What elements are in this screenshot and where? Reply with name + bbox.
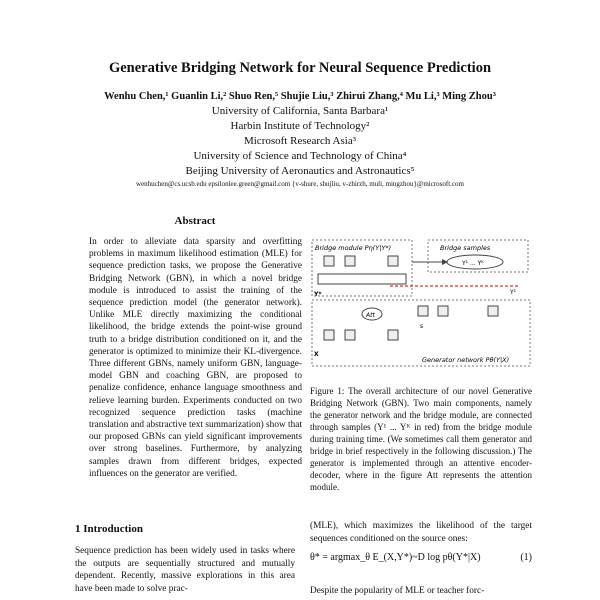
abstract-text: In order to alleviate data sparsity and overfitting problems in maximum likelihood estimation (MLE) for sequence prediction tasks, we propose the Generative Bridging Network (GBN), in which a novel bridge module is introduced to assist the training of the sequence prediction model (the generator network). Unlike MLE directly maximizing the conditional likelihood, the bridge extends the point-wise ground truth to a bridge distribution conditioned on it, and the generator is optimized to minimize their KL-divergence. Three different GBNs, namely uniform GBN, language-model GBN and coaching GBN, are proposed to penalize confidence, enhance language smoothness and relieve learning burden. Experiments conducted on two recognized sequence prediction tasks (machine translation and abstractive text summarization) show that our proposed GBNs can yield significant improvements over strong baselines. Furthermore, by analyzing samples drawn from different bridges, expected influences on the generator are verified.	[89, 237, 302, 479]
abstract-heading: Abstract	[174, 215, 216, 227]
affiliation: Microsoft Research Asia³	[243, 135, 357, 147]
ystar-label: Y*	[314, 291, 322, 298]
encoder-boxes	[324, 330, 398, 340]
y1-label: Y¹	[510, 289, 517, 296]
bridge-samples-label: Bridge samples	[440, 244, 491, 252]
intro-paragraph: Sequence prediction has been widely used in tasks where the outputs are sequentially structured and mutually dependent. Recently, massive explorations in this area have been made to solve prac-	[75, 546, 295, 594]
affiliation: University of California, Santa Barbara¹	[211, 105, 389, 117]
teacher-forcing-paragraph: Despite the popularity of MLE or teacher forc-	[310, 586, 485, 596]
author-emails: wenhuchen@cs.ucsb.edu epsilonlee.green@gmail.com {v-shure, shujliu, v-zhirzh, muli, mingzhou}@microsoft.com	[136, 180, 464, 188]
figure-caption: Figure 1: The overall architecture of our novel Generative Bridging Network (GBN). Two main components, namely the generator network and the bridge module, are connected through samples (Y¹ ... Yᴷ in red) from the bridge module during training time. (We sometimes call them generator and bridge in brief respectively in the following discussion.) The generator is implemented through an attentive encoder-decoder, where in the figure Att represents the attention module.	[310, 386, 532, 492]
mle-paragraph: (MLE), which maximizes the likelihood of the target sequences conditioned on the source ones:	[310, 521, 532, 544]
samples-text: Y¹ ... Yᴷ	[462, 260, 484, 267]
x-label: X	[314, 351, 319, 358]
section-heading: 1 Introduction	[75, 523, 143, 535]
bridge-encoder-bar	[318, 274, 406, 284]
architecture-figure	[310, 238, 532, 368]
equation-body: θ* = argmax_θ E_(X,Y*)~D log pθ(Y*|X)	[310, 552, 481, 563]
bridge-output-boxes	[324, 256, 398, 266]
affiliation: University of Science and Technology of China⁴	[193, 150, 407, 162]
decoder-boxes	[418, 306, 498, 316]
paper-title: Generative Bridging Network for Neural Sequence Prediction	[108, 60, 492, 76]
author-list: Wenhu Chen,¹ Guanlin Li,² Shuo Ren,⁵ Shujie Liu,³ Zhirui Zhang,⁴ Mu Li,³ Ming Zhou³	[104, 91, 496, 102]
equation-number: (1)	[520, 552, 532, 563]
affiliation: Beijing University of Aeronautics and Astronautics⁵	[185, 165, 415, 177]
generator-label: Generator network Pθ(Y|X)	[422, 356, 510, 364]
equation-1	[310, 552, 532, 563]
attention-label: Att	[366, 312, 375, 319]
s-label: s	[420, 323, 424, 330]
affiliation: Harbin Institute of Technology²	[230, 120, 370, 132]
bridge-module-label: Bridge module Pη(Y|Y*)	[315, 244, 392, 252]
